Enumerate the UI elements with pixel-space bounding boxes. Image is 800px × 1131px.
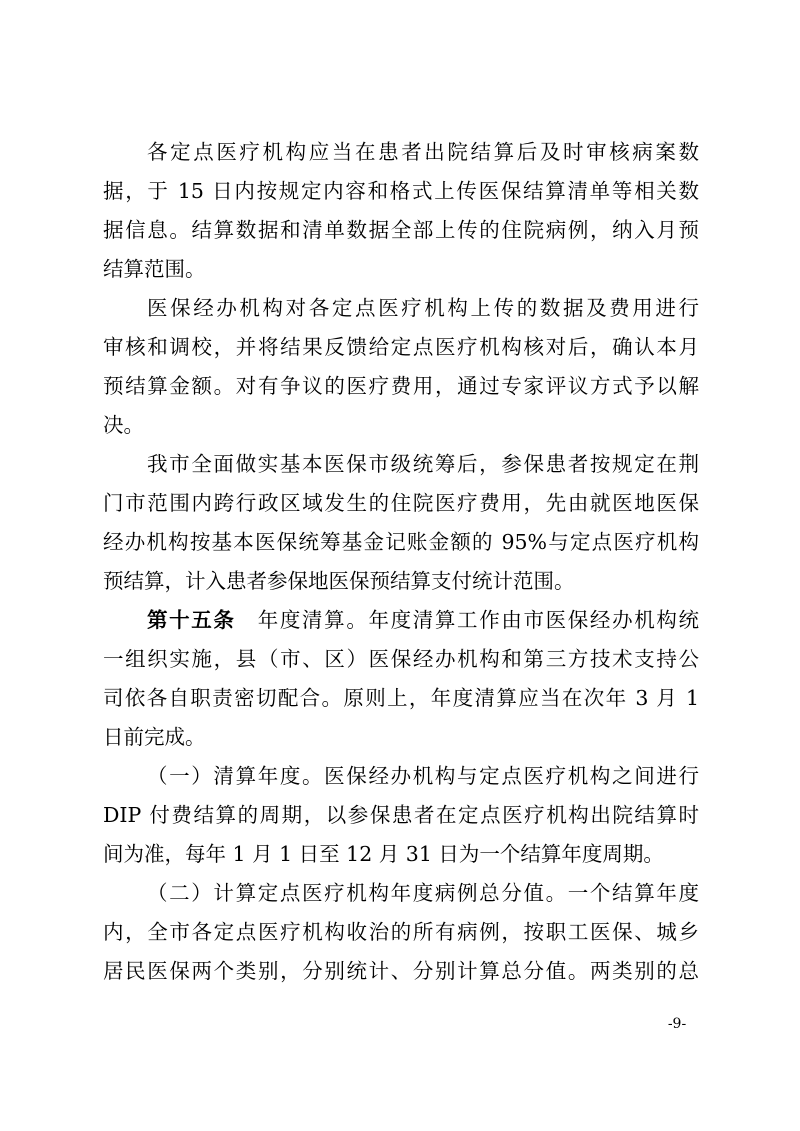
text-line: 居民医保两个类别，分别统计、分别计算总分值。两类别的总: [103, 959, 699, 983]
paragraph-settlement-audit: [103, 133, 699, 289]
paragraph-item-2: [103, 874, 699, 991]
page-number: -9-: [667, 1016, 687, 1032]
text-line: （二）计算定点医疗机构年度病例总分值。一个结算年度: [147, 881, 699, 905]
text-line: 据，于 15 日内按规定内容和格式上传医保结算清单等相关数: [103, 179, 699, 203]
text-line: 日前完成。: [103, 725, 206, 749]
text-line: 预结算金额。对有争议的医疗费用，通过专家评议方式予以解: [103, 374, 699, 398]
text-line: 决。: [103, 413, 144, 437]
paragraph-cross-region: [103, 445, 699, 601]
document-body: [103, 133, 699, 991]
text-line: [103, 601, 699, 640]
text-line: 内，全市各定点医疗机构收治的所有病例，按职工医保、城乡: [103, 920, 699, 944]
text-line: 间为准，每年 1 月 1 日至 12 月 31 日为一个结算年度周期。: [103, 842, 664, 866]
text-line: 预结算，计入患者参保地医保预结算支付统计范围。: [103, 569, 575, 593]
text-line: 结算范围。: [103, 257, 206, 281]
article-text: 年度清算。年度清算工作由市医保经办机构统: [256, 608, 699, 632]
text-line: （一）清算年度。医保经办机构与定点医疗机构之间进行: [147, 764, 699, 788]
text-line: 一组织实施，县（市、区）医保经办机构和第三方技术支持公: [103, 647, 699, 671]
text-line: 医保经办机构对各定点医疗机构上传的数据及费用进行: [147, 296, 699, 320]
text-line: 司依各自职责密切配合。原则上，年度清算应当在次年 3 月 1: [103, 686, 699, 710]
paragraph-item-1: [103, 757, 699, 874]
text-line: DIP 付费结算的周期，以参保患者在定点医疗机构出院结算时: [103, 803, 699, 827]
text-line: 据信息。结算数据和清单数据全部上传的住院病例，纳入月预: [103, 218, 699, 242]
text-line: 门市范围内跨行政区域发生的住院医疗费用，先由就医地医保: [103, 491, 699, 515]
text-line: 审核和调校，并将结果反馈给定点医疗机构核对后，确认本月: [103, 335, 699, 359]
paragraph-article-15: [103, 601, 699, 757]
text-line: 经办机构按基本医保统筹基金记账金额的 95%与定点医疗机构: [103, 530, 699, 554]
paragraph-review-adjustment: [103, 289, 699, 445]
article-heading: 第十五条: [147, 608, 236, 632]
text-line: 我市全面做实基本医保市级统筹后，参保患者按规定在荆: [147, 452, 699, 476]
text-line: 各定点医疗机构应当在患者出院结算后及时审核病案数: [147, 140, 699, 164]
